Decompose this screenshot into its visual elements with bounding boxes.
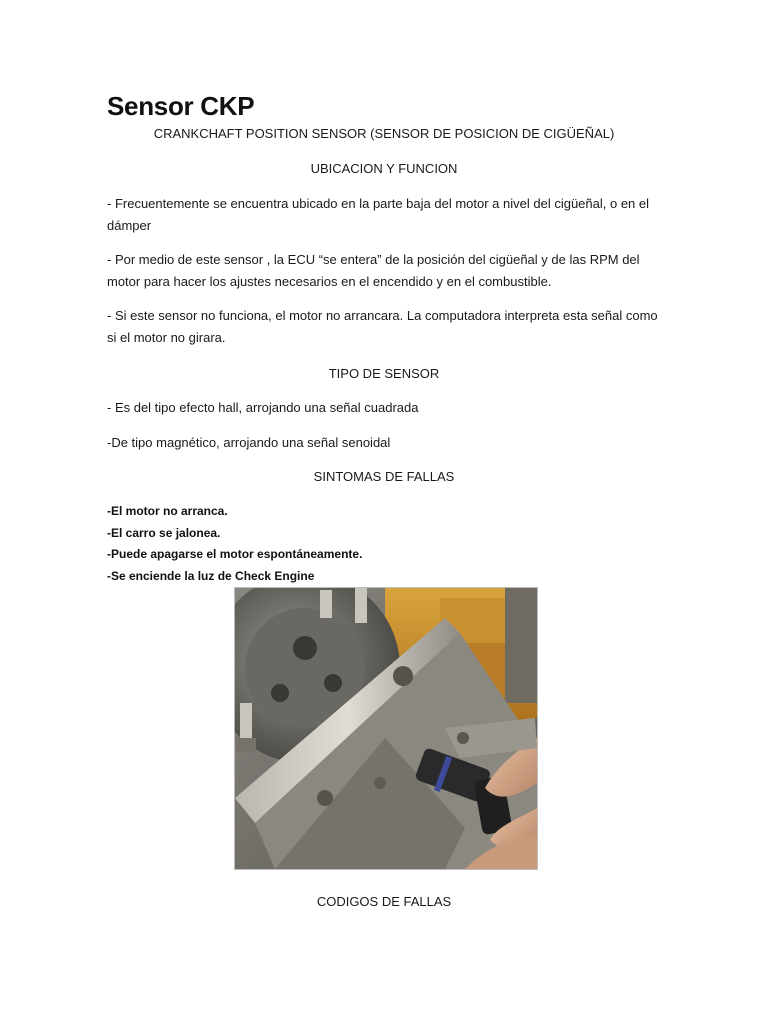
engine-sensor-photo [234, 587, 538, 870]
heading-symptoms: SINTOMAS DE FALLAS [313, 469, 455, 484]
symptoms-list [107, 501, 661, 587]
list-item: -El carro se jalonea. [107, 525, 221, 540]
page-subtitle: CRANKCHAFT POSITION SENSOR (SENSOR DE POSICION DE CIGÜEÑAL) [153, 126, 615, 141]
paragraph-type-2: -De tipo magnético, arrojando una señal senoidal [107, 435, 391, 450]
heading-fault-codes: CODIGOS DE FALLAS [316, 894, 452, 909]
heading-sensor-type: TIPO DE SENSOR [328, 366, 440, 381]
heading-location: UBICACION Y FUNCION [310, 161, 458, 176]
page-title: Sensor CKP [107, 91, 255, 121]
paragraph-type-1: - Es del tipo efecto hall, arrojando una señal cuadrada [107, 400, 419, 415]
paragraph-location-3: - Si este sensor no funciona, el motor no arrancara. La computadora interpreta esta señal como si el motor no girara. [107, 308, 658, 345]
paragraph-location-2: - Por medio de este sensor , la ECU “se entera” de la posición del cigüeñal y de las RPM del motor para hacer los ajustes necesarios en el encendido y en el combustible. [107, 252, 640, 289]
paragraph-location-1: - Frecuentemente se encuentra ubicado en la parte baja del motor a nivel del cigüeñal, o en el dámper [107, 196, 650, 233]
list-item: -El motor no arranca. [107, 504, 228, 518]
list-item: -Se enciende la luz de Check Engine [107, 568, 315, 583]
list-item: -Puede apagarse el motor espontáneamente. [107, 547, 363, 561]
